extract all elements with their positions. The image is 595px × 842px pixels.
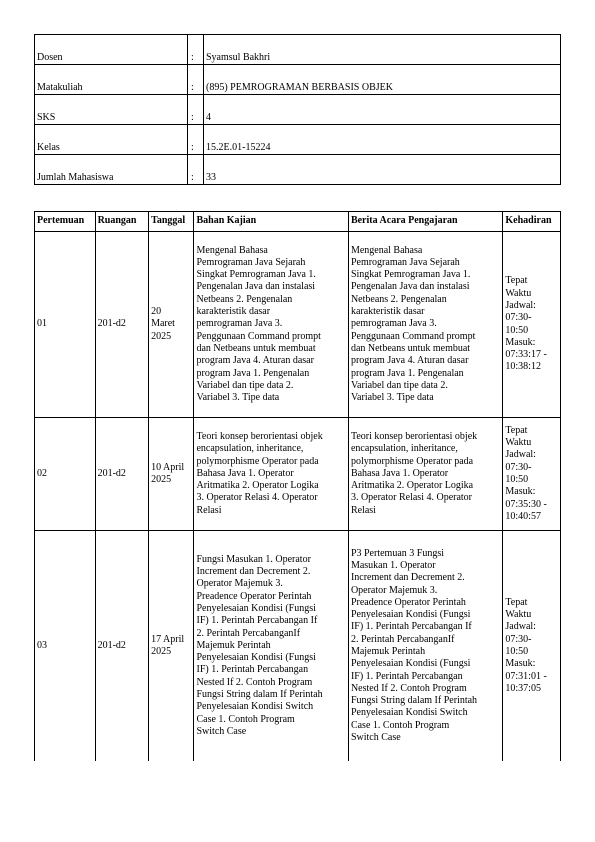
- info-row-dosen: [35, 35, 561, 65]
- cell-berita-acara: Mengenal Bahasa Pemrograman Java Sejarah Singkat Pemrograman Java 1. Pengenalan Java dan instalasi Netbeans 2. Pengenalan karakteristik dasar pemrograman Java 3. Penggunaan Command prompt dan Netbeans untuk membuat program Java 4. Aturan dasar program Java 1. Pengenalan Variabel dan tipe data 2. Variabel 3. Tipe data: [348, 232, 502, 418]
- cell-bahan-kajian: Teori konsep berorientasi objek encapsulation, inheritance, polymorphisme Operator pada Bahasa Java 1. Operator Aritmatika 2. Operator Logika 3. Operator Relasi 4. Operator Relasi: [194, 418, 348, 531]
- info-label: Dosen: [35, 35, 188, 65]
- info-separator: :: [188, 95, 204, 125]
- info-value: (895) PEMROGRAMAN BERBASIS OBJEK: [204, 65, 561, 95]
- cell-tanggal: 17 April 2025: [149, 531, 194, 762]
- info-separator: :: [188, 35, 204, 65]
- info-label: SKS: [35, 95, 188, 125]
- cell-kehadiran: Tepat Waktu Jadwal: 07:30- 10:50 Masuk: 07:33:17 - 10:38:12: [503, 232, 561, 418]
- course-info-table: [34, 34, 561, 185]
- cell-pertemuan: 01: [35, 232, 96, 418]
- info-separator: :: [188, 155, 204, 185]
- cell-tanggal: 20 Maret 2025: [149, 232, 194, 418]
- info-label: Kelas: [35, 125, 188, 155]
- info-separator: :: [188, 65, 204, 95]
- cell-pertemuan: 03: [35, 531, 96, 762]
- header-ruangan: Ruangan: [95, 212, 149, 232]
- info-separator: :: [188, 125, 204, 155]
- info-value: 15.2E.01-15224: [204, 125, 561, 155]
- cell-bahan-kajian: Mengenal Bahasa Pemrograman Java Sejarah Singkat Pemrograman Java 1. Pengenalan Java dan instalasi Netbeans 2. Pengenalan karakteristik dasar pemrograman Java 3. Penggunaan Command prompt dan Netbeans untuk membuat program Java 4. Aturan dasar program Java 1. Pengenalan Variabel dan tipe data 2. Variabel 3. Tipe data: [194, 232, 348, 418]
- cell-kehadiran: Tepat Waktu Jadwal: 07:30- 10:50 Masuk: 07:31:01 - 10:37:05: [503, 531, 561, 762]
- cell-kehadiran: Tepat Waktu Jadwal: 07:30- 10:50 Masuk: 07:35:30 - 10:40:57: [503, 418, 561, 531]
- cell-pertemuan: 02: [35, 418, 96, 531]
- table-row: [35, 531, 561, 762]
- table-row: [35, 232, 561, 418]
- info-value: Syamsul Bakhri: [204, 35, 561, 65]
- info-row-jumlah-mahasiswa: [35, 155, 561, 185]
- table-row: [35, 418, 561, 531]
- schedule-table: [34, 211, 561, 761]
- cell-berita-acara: Teori konsep berorientasi objek encapsulation, inheritance, polymorphisme Operator pada Bahasa Java 1. Operator Aritmatika 2. Operator Logika 3. Operator Relasi 4. Operator Relasi: [348, 418, 502, 531]
- info-value: 33: [204, 155, 561, 185]
- info-row-kelas: [35, 125, 561, 155]
- cell-bahan-kajian: Fungsi Masukan 1. Operator Increment dan Decrement 2. Operator Majemuk 3. Preadence Operator Perintah Penyelesaian Kondisi (Fungsi IF) 1. Perintah Percabangan If 2. Perintah PercabanganIf Majemuk Perintah Penyelesaian Kondisi (Fungsi IF) 1. Perintah Percabangan Nested If 2. Contoh Program Fungsi String dalam If Perintah Penyelesaian Kondisi Switch Case 1. Contoh Program Switch Case: [194, 531, 348, 762]
- info-label: Matakuliah: [35, 65, 188, 95]
- schedule-header-row: [35, 212, 561, 232]
- info-label: Jumlah Mahasiswa: [35, 155, 188, 185]
- header-berita-acara: Berita Acara Pengajaran: [348, 212, 502, 232]
- info-row-matakuliah: [35, 65, 561, 95]
- header-pertemuan: Pertemuan: [35, 212, 96, 232]
- header-kehadiran: Kehadiran: [503, 212, 561, 232]
- cell-ruangan: 201-d2: [95, 232, 149, 418]
- cell-berita-acara: P3 Pertemuan 3 Fungsi Masukan 1. Operator Increment dan Decrement 2. Operator Majemuk 3. Preadence Operator Perintah Penyelesaian Kondisi (Fungsi IF) 1. Perintah Percabangan If 2. Perintah PercabanganIf Majemuk Perintah Penyelesaian Kondisi (Fungsi IF) 1. Perintah Percabangan Nested If 2. Contoh Program Fungsi String dalam If Perintah Penyelesaian Kondisi Switch Case 1. Contoh Program Switch Case: [348, 531, 502, 762]
- info-row-sks: [35, 95, 561, 125]
- cell-tanggal: 10 April 2025: [149, 418, 194, 531]
- info-value: 4: [204, 95, 561, 125]
- cell-ruangan: 201-d2: [95, 418, 149, 531]
- cell-ruangan: 201-d2: [95, 531, 149, 762]
- header-tanggal: Tanggal: [149, 212, 194, 232]
- header-bahan-kajian: Bahan Kajian: [194, 212, 348, 232]
